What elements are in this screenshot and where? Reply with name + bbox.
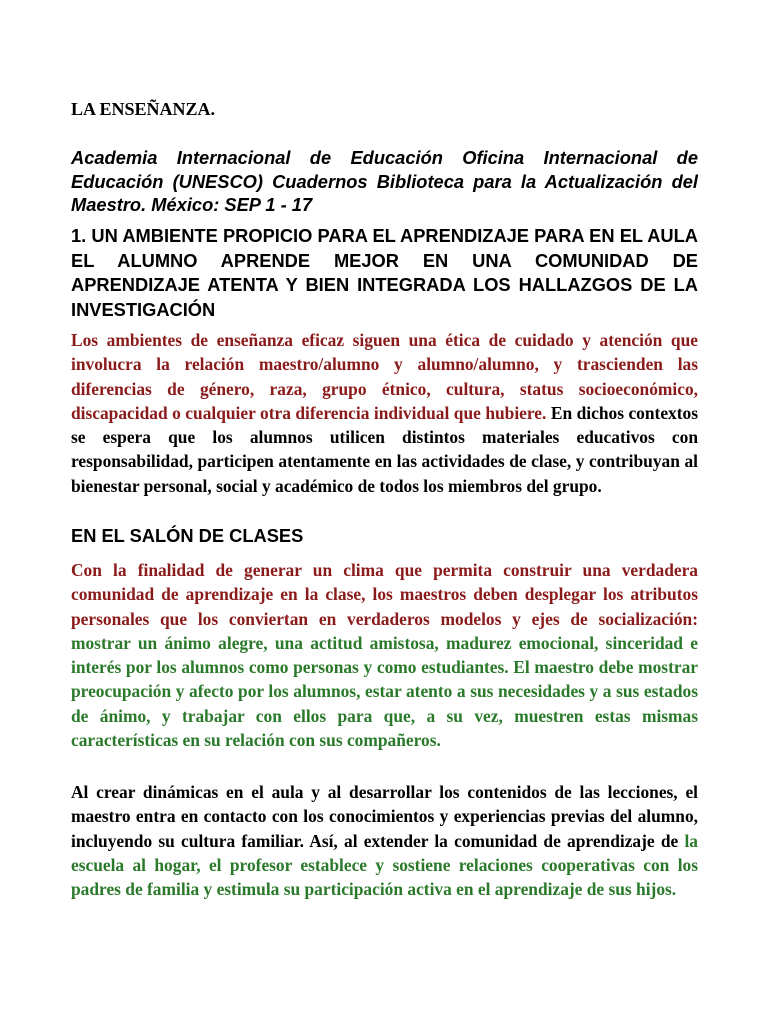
paragraph-ambientes (71, 328, 698, 498)
paragraph-ambientes-black-text: En dichos contextos se espera que los alumnos utilicen distintos materiales educativos con responsabilidad, participen atentamente en las actividades de clase, y contribuyan al bienestar personal, social y académico de todos los miembros del grupo. (71, 402, 699, 496)
paragraph-finalidad (71, 558, 698, 752)
paragraph-finalidad-green-text: mostrar un ánimo alegre, una actitud amistosa, madurez emocional, sinceridad e interés por los alumnos como personas y como estudiantes. El maestro debe mostrar preocupación y afecto por los alumnos, estar atento a sus necesidades y a sus estados de ánimo, y trabajar con ellos para que, a su vez, muestren estas mismas características en su relación con sus compañeros. (71, 632, 698, 751)
document-title: LA ENSEÑANZA. (71, 99, 216, 119)
section-heading-salon: EN EL SALÓN DE CLASES (71, 525, 304, 546)
paragraph-dinamicas-black-text: Al crear dinámicas en el aula y al desarrollar los contenidos de las lecciones, el maestro entra en contacto con los conocimientos y experiencias previas del alumno, incluyendo su cultura familiar. Así, al extender la comunidad de aprendizaje de (71, 782, 698, 851)
paragraph-finalidad-red-text: Con la finalidad de generar un clima que permita construir una verdadera comunidad de aprendizaje en la clase, los maestros deben desplegar los atributos personales que los conviertan en verdaderos modelos y ejes de socialización: (71, 560, 698, 629)
section-heading-ambiente: 1. UN AMBIENTE PROPICIO PARA EL APRENDIZAJE PARA EN EL AULA EL ALUMNO APRENDE MEJOR EN UNA COMUNIDAD DE APRENDIZAJE ATENTA Y BIEN INTEGRADA LOS HALLAZGOS DE LA INVESTIGACIÓN (71, 225, 698, 320)
paragraph-dinamicas (71, 780, 698, 901)
paragraph-dinamicas-green-text: la escuela al hogar, el profesor establece y sostiene relaciones cooperativas con los padres de familia y estimula su participación activa en el aprendizaje de sus hijos. (71, 830, 698, 900)
paragraph-ambientes-red-text: Los ambientes de enseñanza eficaz siguen una ética de cuidado y atención que involucra la relación maestro/alumno y alumno/alumno, y trascienden las diferencias de género, raza, grupo étnico, cultura, status socioeconómico, discapacidad o cualquier otra diferencia individual que hubiere. (71, 330, 698, 423)
citation: Academia Internacional de Educación Oficina Internacional de Educación (UNESCO) Cuadernos Biblioteca para la Actualización del Maestro. México: SEP 1 - 17 (71, 147, 698, 215)
